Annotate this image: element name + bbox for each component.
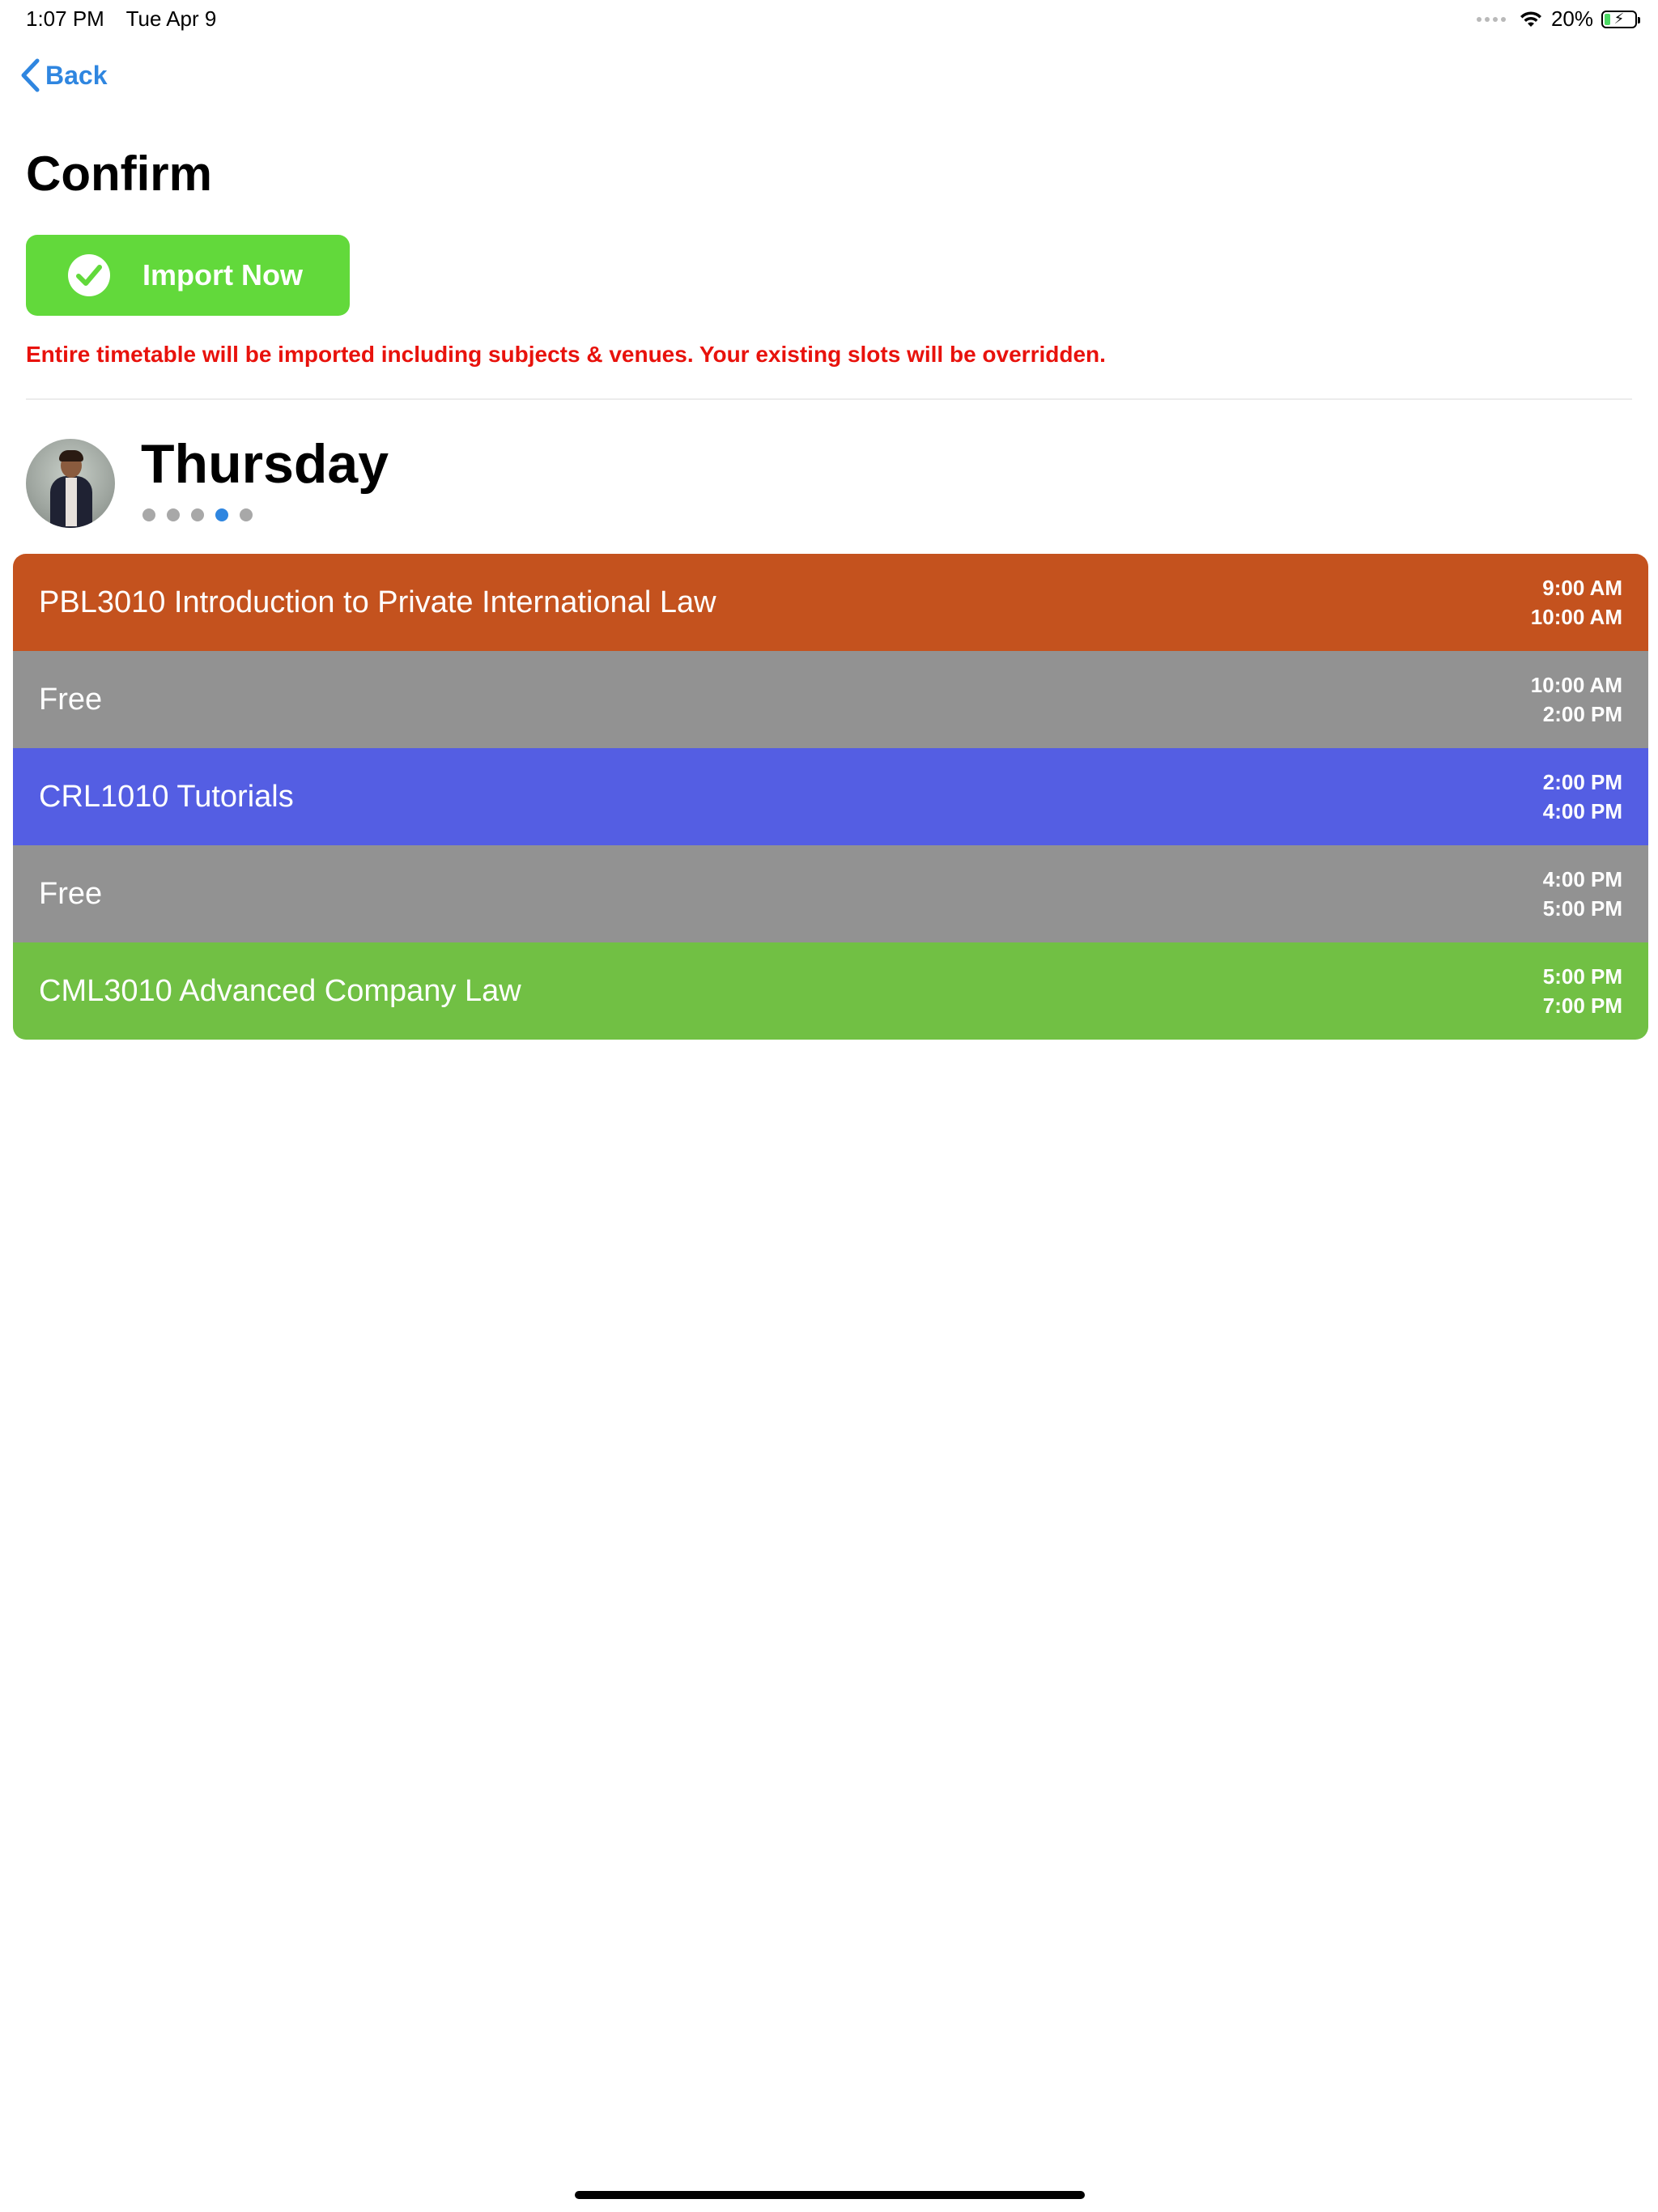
battery-percent: 20% bbox=[1550, 6, 1593, 31]
slot-end-time: 5:00 PM bbox=[1542, 896, 1622, 921]
day-title: Thursday bbox=[141, 433, 389, 495]
avatar bbox=[26, 439, 115, 528]
page-dot[interactable] bbox=[167, 508, 180, 521]
home-indicator[interactable] bbox=[575, 2191, 1085, 2199]
slot-times bbox=[1543, 942, 1622, 1040]
page-dot[interactable] bbox=[142, 508, 155, 521]
slot-start-time: 4:00 PM bbox=[1542, 867, 1622, 891]
back-label: Back bbox=[45, 60, 108, 90]
back-button[interactable] bbox=[19, 58, 108, 92]
slot-title: CML3010 Advanced Company Law bbox=[39, 973, 521, 1008]
slot-times bbox=[1531, 554, 1622, 651]
slot-end-time: 7:00 PM bbox=[1542, 993, 1622, 1018]
slot-title: Free bbox=[39, 682, 103, 717]
import-warning: Entire timetable will be imported including subjects & venues. Your existing slots will be overridden. bbox=[26, 342, 1106, 367]
page-indicator[interactable] bbox=[142, 508, 253, 521]
slot-row[interactable] bbox=[13, 942, 1648, 1040]
slot-row[interactable] bbox=[13, 554, 1648, 651]
page-dot[interactable] bbox=[191, 508, 204, 521]
slot-end-time: 2:00 PM bbox=[1542, 702, 1622, 726]
slot-end-time: 4:00 PM bbox=[1542, 799, 1622, 823]
battery-charging-icon: ⚡ bbox=[1601, 11, 1637, 28]
slot-times bbox=[1531, 651, 1622, 748]
status-time: 1:07 PM bbox=[26, 6, 104, 31]
status-date: Tue Apr 9 bbox=[125, 6, 217, 31]
slot-list bbox=[13, 554, 1648, 1040]
chevron-left-icon bbox=[19, 58, 40, 92]
import-now-label: Import Now bbox=[142, 258, 303, 291]
divider bbox=[26, 398, 1632, 400]
slot-title: PBL3010 Introduction to Private International Law bbox=[39, 585, 716, 619]
slot-start-time: 2:00 PM bbox=[1542, 770, 1622, 794]
slot-title: Free bbox=[39, 876, 103, 911]
status-left bbox=[26, 6, 232, 32]
slot-title: CRL1010 Tutorials bbox=[39, 779, 294, 814]
slot-start-time: 10:00 AM bbox=[1530, 673, 1622, 697]
page-dot[interactable] bbox=[215, 508, 228, 521]
import-now-button[interactable] bbox=[26, 235, 350, 316]
slot-row[interactable] bbox=[13, 748, 1648, 845]
signal-dots-icon bbox=[1477, 17, 1506, 22]
status-right bbox=[1477, 6, 1637, 32]
slot-end-time: 10:00 AM bbox=[1530, 605, 1622, 629]
page-dot[interactable] bbox=[240, 508, 253, 521]
page-title: Confirm bbox=[26, 147, 212, 201]
checkmark-icon bbox=[68, 254, 110, 296]
slot-times bbox=[1543, 845, 1622, 942]
status-bar bbox=[0, 0, 1658, 39]
slot-times bbox=[1543, 748, 1622, 845]
slot-row[interactable] bbox=[13, 651, 1648, 748]
wifi-icon bbox=[1519, 11, 1543, 28]
slot-start-time: 5:00 PM bbox=[1542, 964, 1622, 989]
slot-row[interactable] bbox=[13, 845, 1648, 942]
slot-start-time: 9:00 AM bbox=[1542, 576, 1622, 600]
